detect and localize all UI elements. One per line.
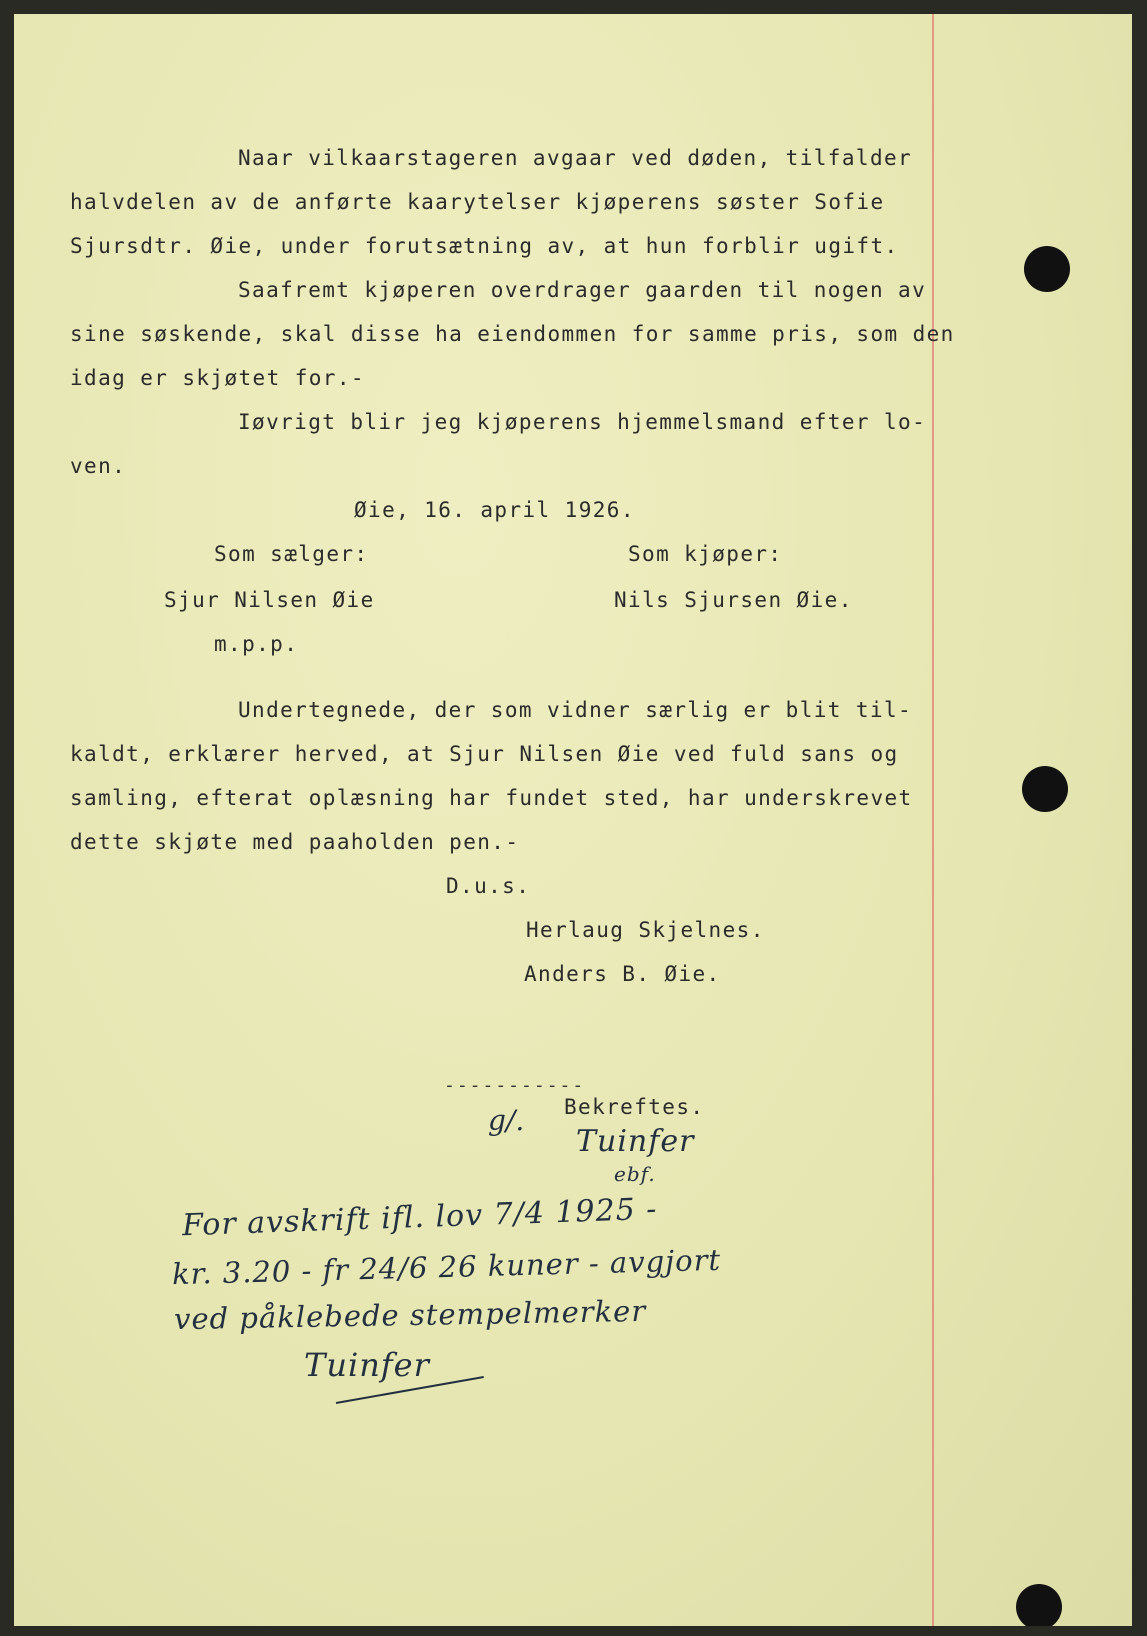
- text-line: Naar vilkaarstageren avgaar ved døden, tilfalder: [238, 146, 913, 170]
- punch-hole: [1022, 766, 1068, 812]
- text-line: idag er skjøtet for.-: [70, 366, 365, 390]
- text-line: Sjursdtr. Øie, under forutsætning av, at hun forblir ugift.: [70, 234, 899, 258]
- place-date: Øie, 16. april 1926.: [354, 498, 635, 522]
- seller-heading: Som sælger:: [214, 542, 369, 566]
- text-line: Iøvrigt blir jeg kjøperens hjemmelsmand efter lo-: [238, 410, 927, 434]
- text-line: halvdelen av de anførte kaarytelser kjøperens søster Sofie: [70, 190, 885, 214]
- dus-mark: D.u.s.: [446, 874, 531, 898]
- handwritten-signature: Tuinfer: [576, 1124, 695, 1159]
- text-line: ven.: [70, 454, 127, 478]
- text-line: samling, efterat oplæsning har fundet sted, har underskrevet: [70, 786, 913, 810]
- seller-name: Sjur Nilsen Øie: [164, 588, 375, 612]
- handwritten-signature: Tuinfer: [304, 1346, 430, 1384]
- handwritten-note-line: kr. 3.20 - fr 24/6 26 kuner - avgjort: [171, 1242, 722, 1292]
- document-page: [14, 14, 1132, 1626]
- buyer-heading: Som kjøper:: [628, 542, 783, 566]
- text-line: sine søskende, skal disse ha eiendommen for samme pris, som den: [70, 322, 955, 346]
- buyer-name: Nils Sjursen Øie.: [614, 588, 853, 612]
- mpp-note: m.p.p.: [214, 632, 299, 656]
- witness-name: Herlaug Skjelnes.: [526, 918, 765, 942]
- text-line: Undertegnede, der som vidner særlig er blit til-: [238, 698, 913, 722]
- text-line: dette skjøte med paaholden pen.-: [70, 830, 520, 854]
- handwritten-note-line: ved påklebede stempelmerker: [173, 1293, 647, 1337]
- handwritten-note-line: For avskrift ifl. lov 7/4 1925 -: [181, 1191, 658, 1244]
- handwritten-signature-sub: ebf.: [614, 1162, 656, 1186]
- handwritten-mark: g/.: [488, 1104, 525, 1137]
- witness-name: Anders B. Øie.: [524, 962, 721, 986]
- confirmation-text: Bekreftes.: [564, 1095, 705, 1119]
- text-line: Saafremt kjøperen overdrager gaarden til nogen av: [238, 278, 927, 302]
- punch-hole: [1024, 246, 1070, 292]
- punch-hole: [1016, 1584, 1062, 1626]
- separator-dashes: -----------: [444, 1075, 586, 1096]
- text-line: kaldt, erklærer herved, at Sjur Nilsen Øie ved fuld sans og: [70, 742, 899, 766]
- margin-rule: [932, 14, 934, 1626]
